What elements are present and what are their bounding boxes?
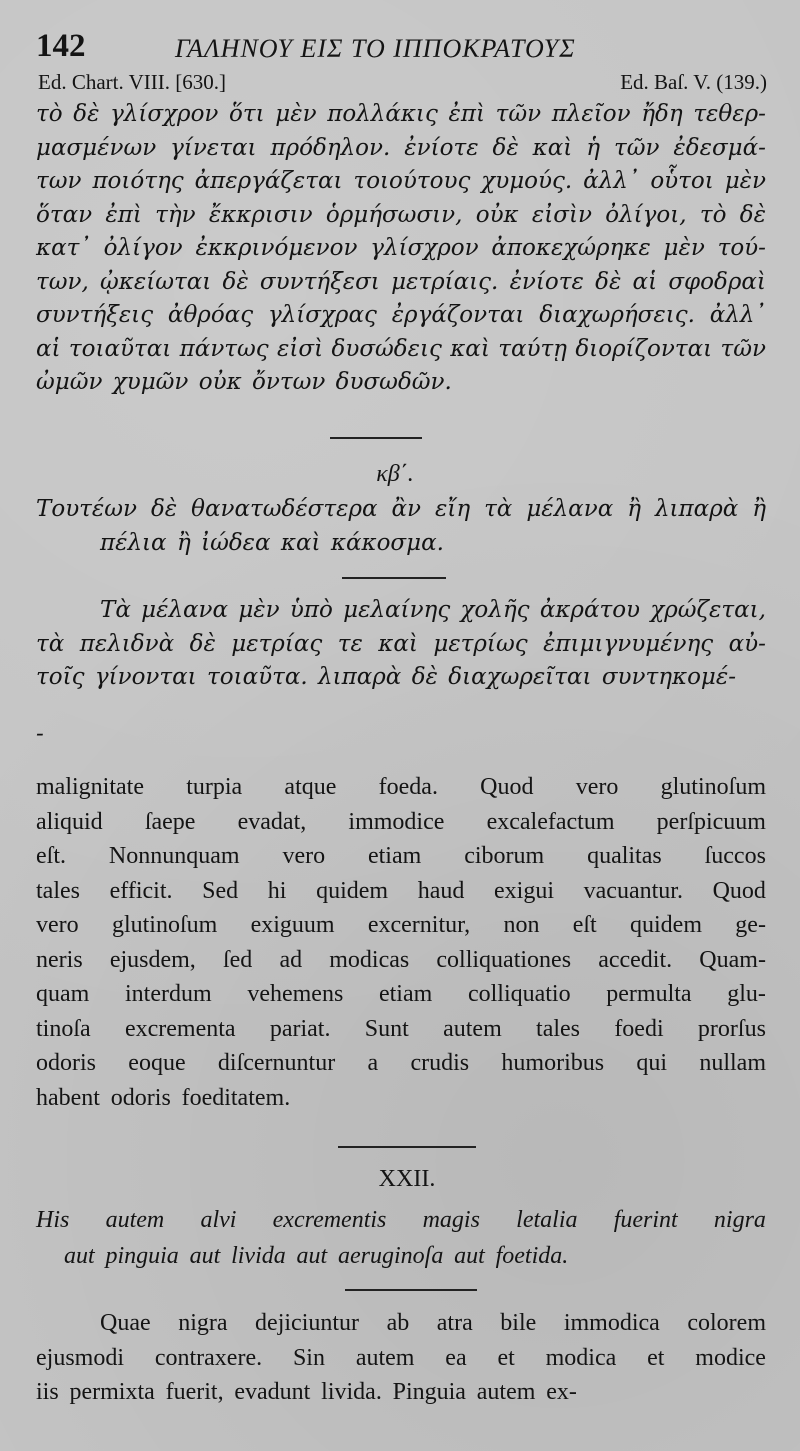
word: αἱ: [632, 268, 658, 295]
word: πολλάκις: [327, 101, 438, 127]
word: πέλια: [100, 529, 167, 556]
word: excernitur,: [367, 912, 471, 938]
word: πρόδηλον.: [270, 134, 391, 161]
word: tales: [36, 877, 80, 904]
word: ἀλλ᾽: [709, 302, 766, 328]
text-line: [36, 232, 766, 266]
word: εἴη: [434, 496, 471, 522]
word: iis: [36, 1379, 59, 1405]
word: ἐνίοτε: [509, 268, 584, 295]
word: ἐπὶ: [105, 201, 142, 228]
word: τε: [337, 630, 363, 657]
word: atra: [436, 1310, 473, 1336]
word: σφοδραὶ: [668, 268, 766, 295]
greek-section-number: κβ΄.: [376, 461, 414, 487]
word: θανατωδέστερα: [191, 496, 378, 522]
word: τοιαῦτα.: [207, 664, 308, 690]
word: ἢ: [176, 529, 191, 556]
word: etiam: [378, 981, 433, 1007]
word: διαχωρήσεις.: [539, 302, 695, 328]
word: aut: [189, 1243, 221, 1269]
text-line: [36, 977, 766, 1012]
word: ἀκράτου: [539, 597, 641, 623]
word: ad: [279, 946, 303, 973]
word: quidem: [316, 877, 389, 904]
word: συντήξεις: [36, 302, 154, 328]
word: interdum: [125, 981, 212, 1007]
text-line: [36, 299, 766, 333]
word: accedit.: [598, 946, 673, 973]
word: neris: [36, 946, 83, 973]
latin-aphorism: [36, 1202, 766, 1274]
word: et: [647, 1344, 665, 1371]
word: exigui: [494, 877, 555, 904]
word: ἔκκρισιν: [208, 201, 313, 228]
word: δὲ: [150, 496, 178, 522]
word: Τὰ: [100, 597, 131, 623]
edition-reference-left: Ed. Chart. VIII. [630.]: [38, 70, 226, 94]
word: et: [497, 1344, 515, 1371]
word: turpia: [186, 774, 243, 800]
word: δὲ: [492, 134, 519, 161]
text-line: [36, 1341, 766, 1376]
word: perſpicuum: [656, 808, 766, 835]
word: ὁρμήσωσιν,: [325, 201, 463, 228]
word: glu-: [727, 981, 766, 1007]
word: foeditatem.: [181, 1084, 291, 1111]
word: τοιαῦται: [68, 335, 172, 362]
word: foedi: [614, 1015, 664, 1042]
word: μετρίας: [231, 630, 323, 657]
word: τῶν: [613, 134, 660, 161]
word: excrementis: [272, 1207, 387, 1233]
greek-trailing-hyphen: -: [36, 721, 44, 747]
text-line: [36, 594, 766, 628]
word: aut: [454, 1243, 485, 1269]
word: συντηκομέ-: [601, 664, 736, 690]
word: αἱ: [36, 335, 61, 362]
word: οὐκ: [198, 369, 242, 395]
word: prorſus: [697, 1015, 766, 1042]
word: Quae: [100, 1310, 151, 1336]
word: λιπαρὰ: [654, 496, 739, 522]
word: ἢ: [752, 496, 766, 522]
word: dejiciuntur: [255, 1310, 360, 1336]
text-line: [36, 628, 766, 662]
word: evadat,: [237, 808, 307, 835]
text-line: [36, 874, 766, 909]
word: contraxere.: [154, 1344, 263, 1371]
text-line: [36, 199, 766, 233]
word: pariat.: [269, 1015, 331, 1042]
word: excrementa: [124, 1015, 236, 1042]
word: livida: [231, 1243, 286, 1269]
word: Sin: [292, 1344, 325, 1371]
text-line: [36, 1375, 766, 1410]
word: ταύτῃ: [498, 335, 567, 362]
section-divider: [345, 1289, 477, 1291]
word: nigra: [178, 1310, 228, 1336]
word: μὲν: [663, 235, 705, 261]
word: vacuantur.: [583, 877, 683, 904]
word: modica: [545, 1344, 617, 1371]
word: ἐργάζονται: [391, 302, 525, 328]
word: ſaepe: [144, 808, 196, 835]
word: autem: [443, 1015, 502, 1042]
word: tinoſa: [36, 1015, 91, 1042]
word: vehemens: [247, 981, 344, 1007]
word: His: [36, 1207, 70, 1233]
word: foeda.: [378, 774, 438, 800]
word: Quam-: [699, 946, 766, 973]
word: autem: [476, 1379, 536, 1405]
word: nullam: [699, 1050, 766, 1076]
word: δὲ: [739, 201, 766, 228]
word: ex-: [546, 1379, 577, 1405]
word: ὠμῶν: [36, 369, 103, 395]
text-line: [36, 1081, 766, 1116]
text-line: [36, 661, 766, 695]
word: τὰ: [36, 630, 65, 657]
word: γλίσχρας: [267, 302, 377, 328]
word: quam: [36, 981, 90, 1007]
word: Quod: [480, 774, 534, 800]
word: τῶν: [495, 101, 542, 127]
word: modicas: [329, 946, 410, 973]
word: τῶν: [720, 335, 766, 362]
word: ὀλίγοι,: [605, 201, 687, 228]
text-line: [36, 805, 766, 840]
latin-commentary-2: [36, 1306, 766, 1410]
word: εἰσὶ: [277, 335, 324, 362]
word: livida.: [321, 1379, 382, 1405]
word: bile: [500, 1310, 537, 1336]
section-divider: [330, 437, 422, 439]
word: ſuccos: [704, 843, 766, 869]
latin-commentary: [36, 770, 766, 1115]
word: humoribus: [501, 1050, 605, 1076]
word: ἡ: [586, 134, 601, 161]
word: δὲ: [595, 268, 622, 295]
word: eſt.: [36, 843, 66, 869]
word: ἐνίοτε: [404, 134, 479, 161]
word: tales: [536, 1015, 581, 1042]
word: a: [367, 1050, 379, 1076]
word: malignitate: [36, 774, 144, 800]
word: colorem: [687, 1310, 766, 1336]
greek-aphorism: [36, 493, 766, 560]
word: ἀποκεχώρηκε: [491, 235, 651, 261]
word: πελιδνὰ: [79, 630, 175, 657]
word: modice: [695, 1344, 766, 1371]
text-line: [36, 1238, 766, 1274]
word: ἰώδεα: [201, 529, 271, 556]
word: καὶ: [532, 134, 573, 161]
word: immodice: [348, 808, 445, 835]
word: crudis: [410, 1050, 470, 1076]
word: μὲν: [238, 597, 280, 623]
word: χρώζεται,: [650, 597, 766, 623]
word: καὶ: [378, 630, 418, 657]
word: δὲ: [73, 101, 100, 127]
word: Pinguia: [392, 1379, 466, 1405]
word: μέλανα: [526, 496, 614, 522]
word: δὲ: [189, 630, 216, 657]
text-line: [36, 839, 766, 874]
word: autem: [355, 1344, 415, 1371]
word: ὀλίγον: [103, 235, 183, 261]
word: Sed: [202, 877, 239, 904]
word: haud: [417, 877, 465, 904]
word: immodica: [563, 1310, 660, 1336]
text-line: [36, 366, 766, 400]
running-head: ΓΑΛΗΝΟΥ ΕΙΣ ΤΟ ΙΠΠΟΚΡΑΤΟΥΣ: [175, 34, 576, 63]
word: aliquid: [36, 808, 103, 835]
word: ἀπεργάζεται: [194, 168, 343, 194]
word: permixta: [69, 1379, 155, 1405]
word: glutinoſum: [111, 912, 218, 938]
word: γλίσχρον: [370, 235, 479, 261]
section-divider: [338, 1146, 476, 1148]
word: μέλανα: [141, 597, 229, 623]
text-line: [36, 165, 766, 199]
word: τοιούτους: [353, 168, 471, 194]
word: odoris: [36, 1050, 96, 1076]
word: Quod: [712, 877, 766, 904]
word: odoris: [110, 1084, 171, 1111]
word: Sunt: [364, 1015, 409, 1042]
latin-section-number: XXII.: [378, 1166, 436, 1192]
word: τὸ: [36, 101, 63, 127]
word: κάκοσμα.: [330, 529, 444, 556]
word: των: [36, 168, 82, 194]
word: eſt: [572, 912, 597, 938]
word: μελαίνης: [343, 597, 451, 623]
word: hi: [267, 877, 287, 904]
word: διορίζονται: [575, 335, 713, 362]
word: ἐπιμιγνυμένης: [543, 630, 714, 657]
word: efficit.: [109, 877, 173, 904]
word: permulta: [606, 981, 692, 1007]
word: χυμούς.: [481, 168, 573, 194]
greek-commentary: [36, 98, 766, 400]
text-line: [36, 527, 766, 561]
word: ἢ: [627, 496, 641, 522]
word: aut: [64, 1243, 95, 1269]
text-line: [36, 943, 766, 978]
word: αὐ-: [728, 630, 766, 657]
word: aut: [296, 1243, 328, 1269]
word: ἂν: [391, 496, 421, 522]
word: non: [503, 912, 540, 938]
word: ἀθρόας: [167, 302, 254, 328]
page-number: 142: [36, 28, 86, 64]
word: λιπαρὰ: [318, 664, 402, 690]
word: χολῆς: [460, 597, 530, 623]
word: οὗτοι: [650, 168, 714, 194]
word: μετρίως: [433, 630, 528, 657]
word: των,: [36, 268, 89, 295]
word: qualitas: [587, 843, 662, 869]
word: μὲν: [724, 168, 766, 194]
word: γίνεται: [170, 134, 257, 161]
word: fuerit,: [165, 1379, 224, 1405]
text-line: [36, 1202, 766, 1238]
word: τὰ: [484, 496, 513, 522]
word: colliquatio: [467, 981, 571, 1007]
text-line: [36, 1012, 766, 1047]
word: ἐδεσμά-: [673, 134, 766, 161]
word: Τουτέων: [36, 496, 137, 522]
word: ciborum: [464, 843, 545, 869]
word: μασμένων: [36, 134, 157, 161]
word: ejusmodi: [36, 1344, 124, 1371]
word: δὲ: [222, 268, 249, 295]
word: ἤδη: [641, 101, 683, 127]
word: quidem: [630, 912, 703, 938]
word: κατ᾽: [36, 235, 91, 261]
word: aeruginoſa: [338, 1243, 444, 1269]
word: χυμῶν: [112, 369, 189, 395]
word: Nonnunquam: [108, 843, 240, 869]
edition-reference-right: Ed. Baſ. V. (139.): [620, 70, 767, 94]
text-line: [36, 770, 766, 805]
word: colliquationes: [436, 946, 572, 973]
word: etiam: [367, 843, 422, 869]
text-line: [36, 333, 766, 367]
text-line: [36, 908, 766, 943]
word: autem: [105, 1207, 165, 1233]
word: habent: [36, 1084, 100, 1111]
word: ge-: [735, 912, 766, 938]
word: diſcernuntur: [217, 1050, 336, 1076]
word: γίνονται: [94, 664, 197, 690]
word: τὸ: [699, 201, 727, 228]
word: vero: [575, 774, 619, 800]
word: ab: [386, 1310, 410, 1336]
word: ἐπὶ: [448, 101, 485, 127]
word: δυσωδῶν.: [335, 369, 452, 395]
word: vero: [282, 843, 326, 869]
word: εἰσὶν: [531, 201, 592, 228]
word: ea: [445, 1344, 467, 1371]
word: τὴν: [155, 201, 196, 228]
word: ἐκκρινόμενον: [195, 235, 358, 261]
word: eoque: [128, 1050, 186, 1076]
word: οὐκ: [475, 201, 519, 228]
word: atque: [284, 774, 337, 800]
word: ποιότης: [92, 168, 184, 194]
word: τού-: [717, 235, 766, 261]
word: τοῖς: [36, 664, 85, 690]
word: γλίσχρον: [110, 101, 219, 127]
word: ὄντων: [252, 369, 326, 395]
word: πλεῖον: [551, 101, 631, 127]
word: ὅτι: [229, 101, 265, 127]
word: fuerint: [613, 1207, 678, 1233]
word: alvi: [200, 1207, 237, 1233]
word: ᾠκείωται: [100, 268, 212, 295]
word: vero: [36, 912, 79, 938]
word: letalia: [516, 1207, 578, 1233]
text-line: [36, 1046, 766, 1081]
word: ejusdem,: [109, 946, 196, 973]
word: qui: [636, 1050, 668, 1076]
word: τεθερ-: [693, 101, 766, 127]
word: excalefactum: [486, 808, 615, 835]
word: pinguia: [105, 1243, 179, 1269]
word: δὲ: [411, 664, 438, 690]
word: ſed: [222, 946, 253, 973]
word: nigra: [713, 1207, 766, 1233]
word: μὲν: [275, 101, 317, 127]
word: καὶ: [450, 335, 490, 362]
word: πάντως: [179, 335, 269, 362]
word: συντήξεσι: [259, 268, 380, 295]
word: glutinoſum: [660, 774, 766, 800]
text-line: [36, 493, 766, 527]
greek-commentary-2: [36, 594, 766, 695]
word: διαχωρεῖται: [448, 664, 592, 690]
section-divider: [342, 577, 446, 579]
word: ὑπὸ: [289, 597, 333, 623]
word: ἀλλ᾽: [583, 168, 640, 194]
word: magis: [422, 1207, 480, 1233]
word: δυσώδεις: [331, 335, 442, 362]
text-line: [36, 132, 766, 166]
word: μετρίαις.: [391, 268, 499, 295]
word: evadunt: [234, 1379, 311, 1405]
text-line: [36, 266, 766, 300]
text-line: [36, 1306, 766, 1341]
word: καὶ: [280, 529, 321, 556]
word: exiguum: [250, 912, 335, 938]
word: foetida.: [495, 1243, 569, 1269]
word: ὅταν: [36, 201, 93, 228]
text-line: [36, 98, 766, 132]
